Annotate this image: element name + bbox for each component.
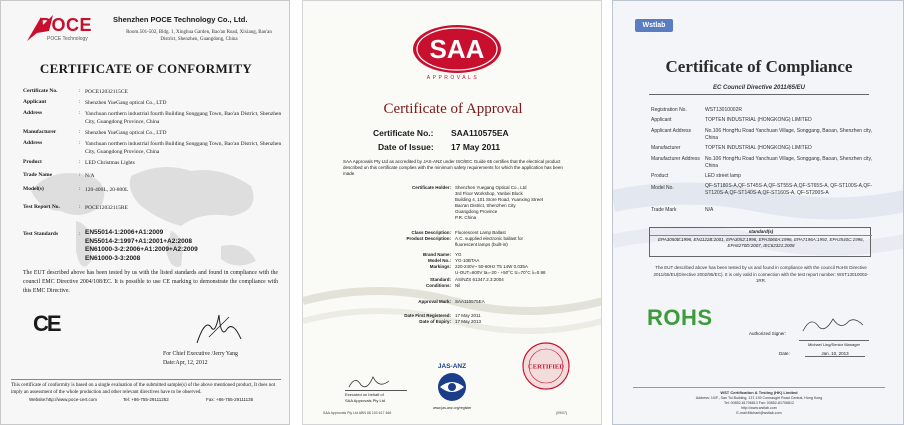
- field-value: QF-ST180S-A,QF-ST45S-A,QF-ST55S-A,QF-ST65S-A, QF-ST100S-A,QF-ST120S-A,QF-ST140S-A,QF-ST160S-A, QF-ST200S-A: [705, 183, 872, 196]
- form-code: (09/07): [556, 411, 568, 415]
- standards-box: [649, 227, 871, 257]
- field-label: Applicant: [651, 117, 672, 123]
- product-line: fluorescent lamps (built-in): [455, 242, 508, 247]
- footer-web: http://www.wstlab.com: [741, 406, 777, 410]
- field-colon: :: [79, 99, 81, 105]
- field-label: Trade Name: [23, 172, 53, 178]
- markings-line: 220-240V~ 50-60Hz T5 14W 0.035A: [455, 264, 528, 269]
- approval-mark-value: SAA110575EA: [455, 299, 485, 304]
- field-label: Certificate No.: [23, 88, 58, 94]
- field-colon: :: [79, 172, 81, 178]
- world-map-watermark: [21, 151, 271, 281]
- conditions-label: Conditions:: [426, 283, 451, 288]
- signature-caption: [345, 390, 407, 403]
- date-label: Date:: [779, 351, 790, 356]
- signed-for: Executed on behalf of: [345, 392, 384, 397]
- markings-line: U-OUT=600V ta=-20 - +50°C tc=70°C λ=0.98: [455, 270, 546, 275]
- field-label: Manufacturer: [651, 145, 681, 151]
- company-name: Shenzhen POCE Technology Co., Ltd.: [113, 15, 248, 24]
- field-value: TOPTEN INDUSTRIAL (HONGKONG) LIMITED: [705, 145, 812, 151]
- holder-line: P.R. China: [455, 215, 477, 220]
- holder-line: Building 4, 101 Store Road, Yuanxing Street: [455, 197, 543, 202]
- holder-label: Certificate Holder:: [411, 185, 451, 190]
- product-line: A.C. supplied electronic ballast for: [455, 236, 524, 241]
- certificate-title: Certificate of Approval: [383, 101, 523, 117]
- field-value: No.106 HongHu Road Yanchuan Village, Songgang, Baoan, Shenzhen city, China: [705, 156, 872, 169]
- expiry-label: Date of Expiry:: [419, 319, 451, 324]
- field-colon: :: [79, 231, 81, 237]
- field-value: N/A: [85, 173, 95, 179]
- logo-text: POCE: [39, 15, 93, 35]
- footer-company: SAA Approvals Pty Ltd ABN 68 100 617 466: [323, 411, 392, 415]
- divider: [649, 94, 869, 95]
- footer-tel: Tel: +86-755-29111252: [123, 397, 169, 402]
- authorized-name: Michael Ling/Senior Manager: [799, 340, 869, 347]
- directive-label: EC Council Directive 2011/65/EU: [713, 85, 805, 91]
- field-label: Address: [23, 140, 43, 146]
- first-registered-label: Date First Registered:: [404, 313, 451, 318]
- compliance-statement: The EUT described above has been tested by us and found in compliance with the council RoHS Directive 2011/65/EU(Directive 2002/95/EC). It is only valid in connection with the test report number: WST13010002-1RR.: [653, 265, 869, 283]
- field-label: Model No.: [651, 185, 674, 191]
- field-value: TOPTEN INDUSTRIAL (HONGKONG) LIMITED: [705, 117, 812, 123]
- field-label: Applicant: [23, 99, 47, 105]
- field-colon: :: [79, 129, 81, 135]
- expiry-value: 17 May 2013: [455, 319, 482, 324]
- product-label: Product Description:: [406, 236, 451, 241]
- intro-statement: SAA Approvals Pty Ltd as accredited by JAS-ANZ under ISO/IEC Guide 65 certifies that the electrical product described on this certificate complies with the minimum safety requirements for which the application has been made.: [343, 159, 563, 176]
- test-standards-label: Test Standards: [23, 231, 59, 237]
- field-colon: :: [79, 140, 81, 146]
- ce-mark: CE: [33, 311, 60, 336]
- field-colon: :: [79, 186, 81, 192]
- signatory: For Chief Executive /Jerry Yang: [163, 351, 238, 357]
- cert-no-label: Certificate No.:: [373, 128, 434, 138]
- certificate-of-approval: [302, 0, 602, 425]
- compliance-statement: The EUT described above has been tested by us with the listed standards and found in compliance with the council EMC Directive 2004/108/EC. It is possible to use CE marking to demonstrate the compliance with this EMC Directive.: [23, 270, 278, 294]
- wstlab-logo: Wstlab: [635, 19, 673, 32]
- holder-line: 3rd Floor Workshop, Yanbei Block: [455, 191, 523, 196]
- conditions-value: Nil: [455, 283, 461, 288]
- svg-text:SAA: SAA: [429, 34, 485, 64]
- field-value: POCE12032115CE: [85, 89, 128, 95]
- certificate-of-conformity: [0, 0, 290, 425]
- standard-label: Standard:: [429, 277, 451, 282]
- field-value: WST13010002R: [705, 107, 742, 113]
- field-value: 120-400L, 20-800L: [85, 187, 129, 193]
- field-label: Product: [23, 159, 42, 165]
- company-address: Room.501-502, Bldg. 1, Xinghua Garden, Bao'an Road, Xixiang, Bao'an District, Shenzhen, Guangdong, China: [126, 30, 272, 42]
- markings-label: Markings:: [429, 264, 451, 269]
- signature-icon: [797, 313, 867, 335]
- standards-header: standard(s): [650, 229, 872, 236]
- holder-line: Shenzhen Yuegang Optical Co., Ltd: [455, 185, 527, 190]
- footer-mail: E-mail:Michael@wstlab.com: [736, 411, 782, 415]
- brand-label: Brand Name:: [422, 252, 451, 257]
- svg-text:CERTIFIED: CERTIFIED: [528, 363, 564, 371]
- model-value: YG-10BTAA: [455, 258, 480, 263]
- signature-icon: [189, 309, 249, 349]
- cert-no-value: SAA110575EA: [451, 128, 509, 138]
- class-label: Class Description:: [411, 230, 451, 235]
- product-line: Fluorescent Lamp Ballast: [455, 230, 506, 235]
- field-label: Address: [23, 110, 43, 116]
- standards-list: EPA3050B:1996, EN1122B:2001, EPA3052:1996, EPA3060A:1996, EPA7196A:1992, EPA3540C:1996, EPA8270D:2007, IEC62321:2008: [658, 237, 864, 248]
- certificate-title: Certificate of Compliance: [665, 57, 853, 76]
- logo-subtitle: POCE Technology: [47, 36, 88, 42]
- brand-value: YG: [455, 252, 462, 257]
- issue-date-value: 17 May 2011: [451, 142, 501, 152]
- jas-anz-url: www.jas-anz.org/register: [433, 406, 472, 410]
- field-value: POCE12032115RE: [85, 205, 128, 211]
- standard-item: EN55014-2:1997+A1:2001+A2:2008: [85, 237, 192, 245]
- standard-item: EN61000-3-3:2008: [85, 254, 141, 262]
- svg-text:JAS-ANZ: JAS-ANZ: [437, 363, 467, 370]
- field-label: Product: [651, 173, 669, 179]
- standard-item: EN61000-3-2:2006+A1:2009+A2:2009: [85, 246, 198, 253]
- issue-date: Date:Apr, 12, 2012: [163, 360, 208, 366]
- field-value: Yanchuan northern industrial fourth Building Songgang Town, Bao'an District, Shenzhen City, Guangdong Province, China: [85, 141, 282, 155]
- rohs-mark: ROHS: [647, 305, 713, 330]
- field-label: Applicant Address: [651, 128, 692, 134]
- field-label: Model(s): [23, 186, 44, 192]
- field-label: Registration No.: [651, 107, 687, 113]
- approvals-label: APPROVALS: [426, 75, 480, 81]
- field-label: Manufacturer Address: [651, 156, 700, 162]
- footer-website: Website:http://www.poce-cert.com: [29, 397, 97, 402]
- issue-date-label: Date of Issue:: [378, 142, 434, 152]
- field-colon: :: [79, 204, 81, 210]
- footer: [633, 387, 885, 416]
- certified-seal-icon: [521, 341, 571, 391]
- field-value: LED street lamp: [705, 173, 741, 179]
- field-value: Shenzhen YueGang optical Co., LTD: [85, 100, 167, 106]
- footer-tel: Tel: 00852-81706813 Fax: 00852-81706812: [724, 401, 794, 405]
- first-registered-value: 17 May 2011: [455, 313, 481, 318]
- holder-line: Bao'an District, Shenzhen City: [455, 203, 516, 208]
- footer-fax: Fax: +86-755-29111135: [206, 397, 254, 402]
- field-colon: :: [79, 159, 81, 165]
- approval-mark-label: Approval Mark:: [418, 299, 451, 304]
- jas-anz-logo-icon: [431, 361, 473, 405]
- footer-address: Address: 10/F., San Toi Building, 137-139 Connaught Road Central, Hong Kong: [695, 396, 823, 400]
- field-label: Trade Mark: [651, 207, 677, 213]
- field-colon: :: [79, 110, 81, 116]
- certificate-of-compliance: [612, 0, 904, 425]
- field-value: Shenzhen YueGang optical Co., LTD: [85, 130, 167, 136]
- certificate-title: CERTIFICATE OF CONFORMITY: [39, 61, 253, 76]
- field-value: N/A: [705, 207, 714, 213]
- signed-company: SAA Approvals Pty Ltd: [345, 397, 386, 403]
- footer-title: WST Certification & Testing (HK) Limited: [720, 390, 798, 395]
- holder-line: Guangdong Province: [455, 209, 498, 214]
- footer-note: This certificate of conformity is based on a single evaluation of the submitted sample(s) of the above mentioned product, It does not imply an assessment of the whole production and other relevant directives have to be observed.: [11, 379, 281, 396]
- saa-logo-icon: [411, 23, 503, 75]
- standard-value: AS/NZS 61347.2.3:2004: [455, 277, 504, 282]
- field-colon: :: [79, 88, 81, 94]
- field-value: Yanchuan northern industrial fourth Building Songgang Town, Bao'an District, Shenzhen City, Guangdong Province, China: [85, 111, 282, 125]
- field-value: No.106 HongHu Road Yanchuan Village, Songgang, Baoan, Shenzhen city, China: [705, 128, 872, 141]
- field-label: Test Report No.: [23, 204, 60, 210]
- authorized-label: Authorized Signer:: [749, 331, 787, 336]
- field-value: LED Christmas Lights: [85, 160, 135, 166]
- date-value: Jan. 10, 2013: [805, 351, 865, 357]
- standard-item: EN55014-1:2006+A1:2009: [85, 229, 164, 236]
- model-label: Model No.:: [428, 258, 451, 263]
- field-label: Manufacturer: [23, 129, 57, 135]
